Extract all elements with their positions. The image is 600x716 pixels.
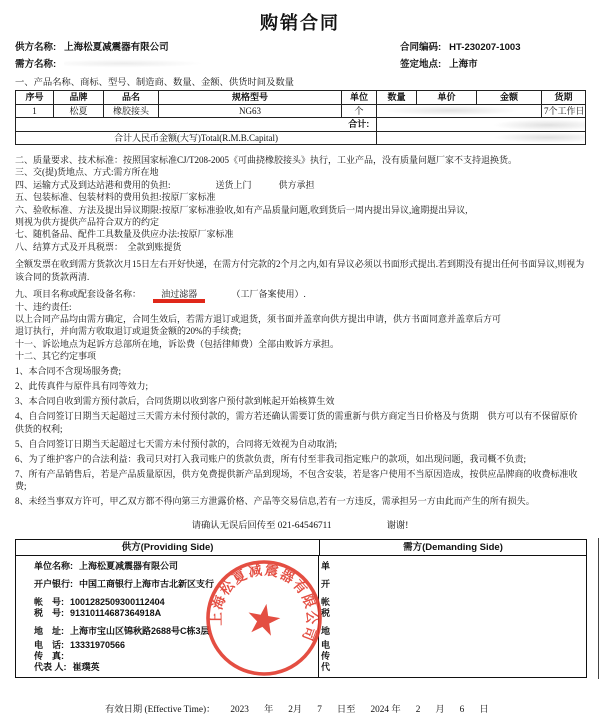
supplier-details-column: [16, 556, 319, 677]
clause-line: 五、包装标准、包装材料的费用负担:按原厂家标准: [15, 192, 216, 203]
clause-line: 四、运输方式及到达站港和费用的负担: 送货上门 供方承担: [15, 179, 315, 190]
party-detail-row: [34, 561, 318, 572]
col-header-spec: 规格型号: [159, 91, 342, 104]
parties-header-row: [16, 540, 586, 556]
clause-line: 以上合同产品均由需方确定，合同生效后，若需方退订或退货，须书面并盖章向供方提出申请，供方书面同意并盖章后方可: [15, 313, 502, 324]
clause-line: 十一、诉讼地点为起诉方总部所在地，诉讼费（包括律师费）全部由败诉方承担。: [15, 338, 340, 349]
effective-date-token: 2: [415, 704, 421, 715]
clause9-line: [15, 288, 585, 300]
supplier-name-value: 上海松夏减震器有限公司: [64, 42, 169, 53]
subclauses-group: [15, 365, 585, 507]
clause9-suffix: （工厂备案使用）.: [231, 289, 306, 300]
product-table-header-row: [16, 91, 586, 104]
col-header-brand: 品牌: [54, 91, 104, 104]
sign-place-value: 上海市: [449, 59, 478, 70]
parties-body: [16, 556, 586, 677]
party-detail-label: 帐 号:: [34, 596, 64, 607]
effective-date-token: 2024 年: [370, 704, 401, 715]
effective-date-token: 年: [263, 704, 274, 715]
contract-code-row: [400, 42, 585, 54]
party-detail-row-truncated: [321, 651, 586, 662]
clauses-block: [15, 154, 585, 507]
supplier-name-label: 供方名称:: [15, 42, 57, 53]
confirm-text: 请确认无误后回传至 021-64546711: [191, 521, 332, 532]
cell-unit: 个: [342, 104, 377, 117]
effective-date-token: 日至: [336, 704, 356, 715]
page-title: 购销合同: [260, 13, 340, 33]
party-detail-value: 上海松夏减震器有限公司: [79, 560, 179, 571]
capital-value-redacted: [377, 131, 586, 144]
capital-row: [16, 131, 586, 144]
invoice-paragraph: 全额发票在收到需方货款次月15日左右开好快递，在需方付完款的2个月之内,如有异议必须以书面形式提出.若到期没有提出任何书面异议,则视为该合同的货款两清.: [15, 259, 585, 282]
confirm-thanks: 谢谢!: [386, 521, 409, 532]
party-detail-row-truncated: [321, 597, 586, 608]
col-header-leadtime: 货期: [542, 91, 586, 104]
seal-star-icon: ★: [240, 594, 287, 647]
seal-company-text: 上海松夏减震器有限公司: [208, 562, 320, 644]
effective-date-token: 7: [317, 704, 322, 715]
buyer-details-column: [319, 556, 586, 677]
clause-line: 三、交(提)货地点、方式:需方所在地: [15, 167, 159, 178]
party-detail-label: 税 号:: [34, 607, 64, 618]
contract-code-label: 合同编码:: [400, 42, 442, 53]
total-row: [16, 118, 586, 131]
clause-line: 六、验收标准、方法及提出异议期限:按原厂家标准验收,如有产品质量问题,收到货后一周内提出异议,逾期提出异议,: [15, 204, 468, 215]
cell-brand: 松夏: [54, 104, 104, 117]
clause9-prefix: 九、项目名称或配套设备名称：: [15, 289, 142, 300]
buyer-column-header: 需方(Demanding Side): [403, 541, 503, 553]
subclause-line: 6、为了维护客户的合法利益：我司只对打入我司账户的货款负责，所有付至非我司指定账户的款项，如出现问题，我司概不负责;: [15, 453, 527, 464]
effective-date-token: 2023: [230, 704, 249, 715]
party-detail-label: 地 址:: [34, 625, 64, 636]
party-detail-value: 上海市宝山区锦秋路2688号C栋3层: [70, 625, 210, 636]
party-detail-row: [34, 640, 318, 651]
cell-name: 橡胶接头: [104, 104, 159, 117]
clause-line: 二、质量要求、技术标准：按照国家标准CJ/T208-2005《可曲挠橡胶接头》执行，工业产品，没有质量问题厂家不支持退换货。: [15, 155, 518, 166]
total-value-redacted: [377, 118, 586, 131]
party-detail-label: 传 真:: [34, 650, 64, 661]
contract-code-value: HT-230207-1003: [449, 42, 521, 53]
product-row: [16, 104, 586, 117]
subclause-line: 5、自合同签订日期当天起超过七天需方未付预付款的，合同将无效视为自动取消;: [15, 438, 338, 449]
clause-line: 十、违约责任:: [15, 301, 72, 312]
party-detail-label: 单位名称:: [34, 560, 73, 571]
product-table: [15, 90, 586, 145]
parties-table: [15, 539, 587, 678]
clause-line: 则视为供方提供产品符合双方的约定: [15, 217, 160, 228]
total-label: 合计:: [342, 118, 377, 131]
clauses-group-a: [15, 154, 585, 253]
effective-date-token: 有效日期 (Effective Time)：: [105, 704, 216, 715]
party-detail-row-truncated: [321, 561, 586, 572]
clause9-highlight-red-underline: 油过滤器: [153, 289, 205, 303]
subclause-line: 1、本合同不含现场服务费;: [15, 366, 122, 377]
party-detail-value: 91310114687364918A: [70, 607, 162, 618]
party-detail-label-partial: 单: [321, 560, 331, 571]
clause-line: 退订执行，并向需方收取退订或退货金额的20%的手续费;: [15, 326, 241, 337]
contract-header: [15, 42, 585, 71]
party-detail-label: 代表 人:: [34, 661, 67, 672]
party-detail-row: [34, 579, 318, 590]
effective-date-line: [15, 704, 585, 716]
party-detail-label-partial: 电: [321, 639, 331, 650]
section1-title: 一、产品名称、商标、型号、制造商、数量、金额、供货时间及数量: [15, 78, 294, 88]
party-detail-row: [34, 662, 318, 673]
header-left: [15, 42, 214, 71]
party-detail-row-truncated: [321, 626, 586, 637]
col-header-price: 单价: [417, 91, 477, 104]
party-detail-label: 电 话:: [34, 639, 64, 650]
supplier-name-row: [15, 42, 214, 54]
party-detail-row: [34, 597, 318, 608]
cell-leadtime: 7个工作日: [542, 104, 586, 117]
party-detail-row-truncated: [321, 579, 586, 590]
party-detail-label-partial: 帐: [321, 596, 331, 607]
cell-qty-price-amount-redacted: [377, 104, 542, 117]
clause-line: 十二、其它约定事项: [15, 351, 97, 362]
redaction-smudge: [64, 59, 214, 68]
supplier-column-header: 供方(Providing Side): [16, 540, 320, 555]
scan-edge-line: [598, 538, 599, 679]
subclause-line: 4、自合同签订日期当天起超过三天需方未付预付款的，需方若还确认需要订货的需重新与供方商定当日价格及与货期 供方可以有不保留原价供货的权利;: [15, 411, 578, 434]
subclause-line: 8、未经当事双方许可，甲乙双方都不得向第三方泄露价格、产品等交易信息,若有一方违反，需承担另一方由此而产生的所有损失。: [15, 495, 535, 506]
col-header-name: 品名: [104, 91, 159, 104]
effective-date-token: 日: [479, 704, 489, 715]
party-detail-value: 崔璞英: [72, 661, 100, 672]
party-detail-value: 1001282509300112404: [70, 596, 165, 607]
clause-line: 八、结算方式及开具税票： 全款到账提货: [15, 241, 182, 252]
total-row-blank: [16, 118, 342, 131]
sign-place-row: [400, 59, 585, 71]
capital-label: 合计人民币金额(大写)Total(R.M.B.Capital): [16, 131, 377, 144]
cell-spec: NG63: [159, 104, 342, 117]
party-detail-row: [34, 651, 318, 662]
party-detail-label-partial: 代: [321, 661, 331, 672]
cell-no: 1: [16, 104, 54, 117]
party-detail-row-truncated: [321, 608, 586, 619]
effective-date-token: 月: [435, 704, 445, 715]
col-header-amount: 金额: [477, 91, 542, 104]
sign-place-label: 签定地点:: [400, 59, 442, 70]
party-detail-label-partial: 税: [321, 607, 331, 618]
party-detail-value: 中国工商银行上海市古北新区支行: [79, 578, 215, 589]
party-detail-row-truncated: [321, 662, 586, 673]
party-detail-value: 13331970566: [70, 639, 126, 650]
subclause-line: 7、所有产品销售后，若是产品质量原因，供方免费提供新产品到现场，不包含安装，若是客户使用不当原因造成，按供应品牌商的收费标准收费;: [15, 468, 578, 491]
clauses-group-b: [15, 301, 585, 363]
col-header-no: 序号: [16, 91, 54, 104]
subclause-line: 3、本合同自收到需方预付款后，合同货期以收到客户预付款到帐起开始核算生效: [15, 396, 335, 407]
party-detail-label-partial: 传: [321, 650, 331, 661]
col-header-qty: 数量: [377, 91, 417, 104]
buyer-name-row: [15, 59, 214, 71]
col-header-unit: 单位: [342, 91, 377, 104]
subclause-line: 2、此传真件与原件具有同等效力;: [15, 381, 149, 392]
party-detail-row-truncated: [321, 640, 586, 651]
clause-line: 七、随机备品、配件工具数量及供应办法:按原厂家标准: [15, 229, 234, 240]
party-detail-label-partial: 开: [321, 578, 331, 589]
effective-date-token: 6: [459, 704, 465, 715]
party-detail-row: [34, 626, 318, 637]
party-detail-label: 开户银行:: [34, 578, 73, 589]
party-detail-label-partial: 地: [321, 625, 331, 636]
header-right: [400, 42, 585, 71]
party-detail-row: [34, 608, 318, 619]
confirm-line: [15, 520, 585, 532]
effective-date-token: 2月: [288, 704, 303, 715]
buyer-name-label: 需方名称:: [15, 59, 57, 70]
